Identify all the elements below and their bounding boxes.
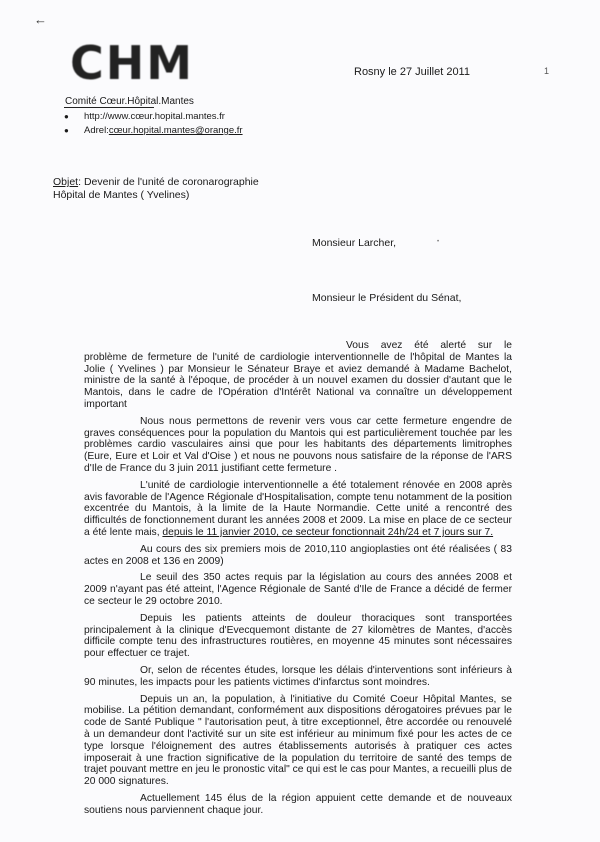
contact-email [64, 124, 243, 138]
email-label: Adrel: [84, 125, 109, 136]
paragraph-4: Au cours des six premiers mois de 2010,110 angioplasties ont été réalisées ( 83 actes en 2008 et 136 en 2009) [84, 543, 512, 567]
contact-website [64, 110, 243, 124]
letter-date: Rosny le 27 Juillet 2011 [354, 66, 470, 78]
letter-body [84, 340, 512, 821]
paragraph-9: Actuellement 145 élus de la région appuient cette demande et de nouveaux soutiens nous parviennent chaque jour. [84, 792, 512, 816]
arrow-mark: ← [34, 12, 47, 27]
bullet-icon: ● [64, 126, 69, 135]
margin-mark: 1 [544, 66, 550, 76]
subject-label: Objet [53, 176, 79, 188]
subject-block [53, 176, 259, 202]
subject-line-1 [53, 176, 259, 189]
org-name: Comité Cœur.Hôpital.Mantes [65, 96, 194, 107]
paragraph-7: Or, selon de récentes études, lorsque les délais d'interventions sont inférieurs à 90 minutes, les impacts pour les patients victimes d'infarctus sont moindres. [84, 664, 512, 688]
salutation-1: Monsieur Larcher, [312, 237, 397, 249]
bullet-icon: ● [64, 112, 69, 121]
paragraph-3 [84, 480, 512, 539]
salutation-2: Monsieur le Président du Sénat, [312, 292, 462, 304]
paragraph-1: Vous avez été alerté sur le problème de fermeture de l'unité de cardiologie interventionnelle de l'hôpital de Mantes la Jolie ( Yvelines ) par Monsieur le Sénateur Braye et aviez demandé à Madame Bachelot, ministre de la santé à l'époque, de procéder à un nouvel examen du dossier d'autant que le Mantois, dans le cadre de l'Opération d'Intérêt National va connaître un développement important [84, 340, 512, 410]
paragraph-8: Depuis un an, la population, à l'initiative du Comité Coeur Hôpital Mantes, se mobilise. La pétition demandant, conformément aux dispositions dérogatoires prévues par le code de Santé Publique " l'autorisation peut, à titre exceptionnel, être accordée ou renouvelé à un demandeur dont l'activité sur un site est inférieur au minimum fixé pour les actes de ce type lorsque l'éloignement des autres établissements autorisés à pratiquer ces actes imposerait à une fraction significative de la population du territoire de santé des temps de trajet pouvant mettre en jeu le pronostic vital" ce qui est le cas pour Mantes, a recueilli plus de 20 000 signatures. [84, 693, 512, 788]
org-underline [64, 107, 154, 108]
paragraph-2: Nous nous permettons de revenir vers vous car cette fermeture engendre de graves conséquences pour la population du Mantois qui est particulièrement touchée par les problèmes cardio vasculaires ainsi que pour les habitants des départements limitrophes (Eure, Eure et Loir et Val d'Oise ) et nous ne pouvons nous satisfaire de la réponse de l'ARS d'Ile de France du 3 juin 2011 justifiant cette fermeture . [84, 415, 512, 474]
paragraph-3-underlined: depuis le 11 janvier 2010, ce secteur fonctionnait 24h/24 et 7 jours sur 7. [162, 526, 494, 538]
chm-logo: CHM [70, 36, 195, 90]
subject-text-1: : Devenir de l'unité de coronarographie [78, 176, 259, 188]
contact-list [64, 110, 243, 138]
email-link[interactable]: cœur.hopital.mantes@orange.fr [108, 125, 243, 136]
website-link[interactable]: http://www.cœur.hopital.mantes.fr [84, 111, 225, 122]
paragraph-6: Depuis les patients atteints de douleur thoraciques sont transportées principalement à la clinique d'Evecquemont distante de 27 kilomètres de Mantes, d'accès difficile compte tenu des infrastructures routières, en moyenne 45 minutes sont nécessaires pour effectuer ce trajet. [84, 612, 512, 660]
paragraph-3-text: L'unité de cardiologie interventionnelle a été totalement rénovée en 2008 après avis favorable de l'Agence Régionale d'Hospitalisation, compte tenu notamment de la position excentrée du Mantois, à la limite de la Haute Normandie. Cette unité a rencontré des difficultés de fonctionnement durant les années 2008 et 2009. La mise en place de ce secteur a été lente mais, [84, 479, 512, 538]
subject-text-2: Hôpital de Mantes ( Yvelines) [53, 189, 190, 201]
speck-mark: • [437, 239, 440, 245]
paragraph-5: Le seuil des 350 actes requis par la législation au cours des années 2008 et 2009 n'ayant pas été atteint, l'Agence Régionale de Santé d'Ile de France a décidé de fermer ce secteur le 29 octobre 2010. [84, 572, 512, 607]
